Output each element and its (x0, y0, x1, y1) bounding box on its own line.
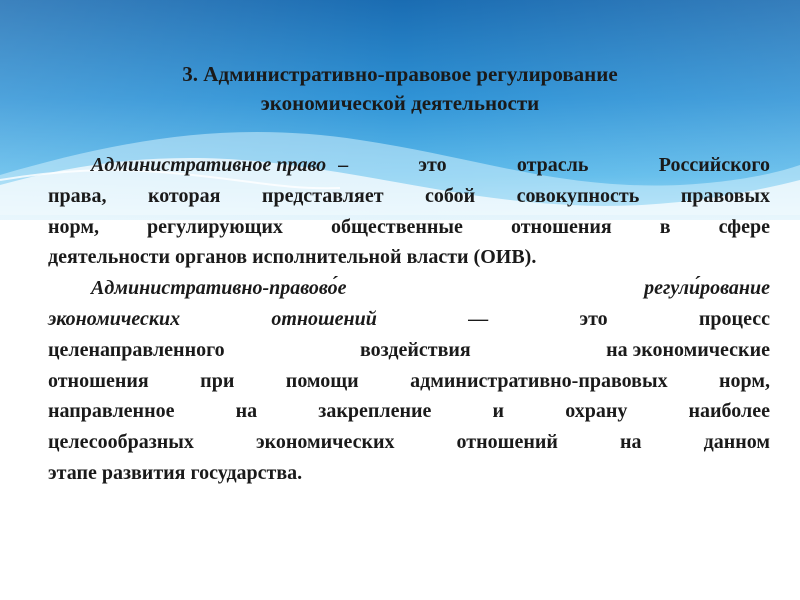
word-process: процесс (698, 307, 770, 330)
paragraph-regulation-line-5: направленное на закрепление и охрану наиболее (48, 400, 770, 423)
em-dash: — (468, 307, 489, 330)
paragraph-regulation-line-1 (48, 273, 770, 304)
word-targeted: целенаправленного (48, 338, 225, 361)
paragraph-definition-line-2: права, которая представляет собой совокупность правовых (48, 184, 770, 207)
paragraph-regulation-line-7: этапе развития государства. (48, 461, 303, 484)
slide-body (48, 150, 770, 489)
definition-word: это (418, 154, 447, 176)
slide-title (80, 60, 720, 118)
term-relations: отношений (271, 307, 377, 330)
paragraph-regulation-line-6: целесообразных экономических отношений на данном (48, 431, 770, 454)
definition-word: отрасль (516, 154, 589, 176)
word-influence: воздействия (360, 338, 471, 361)
paragraph-regulation-line-3 (48, 335, 770, 366)
paragraph-definition-line-3: норм, регулирующих общественные отношения в сфере (48, 215, 770, 238)
definition-word: – (338, 154, 349, 176)
slide-title-line-2: экономической деятельности (260, 91, 540, 115)
word-eto: это (579, 307, 608, 330)
paragraph-definition (48, 150, 770, 273)
term-regulation: регули́рование (644, 277, 770, 300)
paragraph-regulation-line-4: отношения при помощи административно-правовых норм, (48, 369, 770, 392)
paragraph-definition-line-1 (48, 150, 770, 181)
term-admin-legal: Административно-правово́е (91, 277, 347, 300)
definition-line-1-rest (326, 150, 770, 181)
word-on-economic: на экономические (606, 338, 770, 361)
slide-title-line-1: 3. Административно-правовое регулирование (182, 62, 618, 86)
paragraph-regulation-line-2 (48, 304, 770, 335)
definition-word: Российского (658, 154, 770, 176)
paragraph-regulation (48, 273, 770, 489)
paragraph-definition-line-4: деятельности органов исполнительной власти (ОИВ). (48, 246, 537, 269)
term-administrative-law: Административное право (91, 154, 327, 176)
term-economic: экономических (48, 307, 181, 330)
